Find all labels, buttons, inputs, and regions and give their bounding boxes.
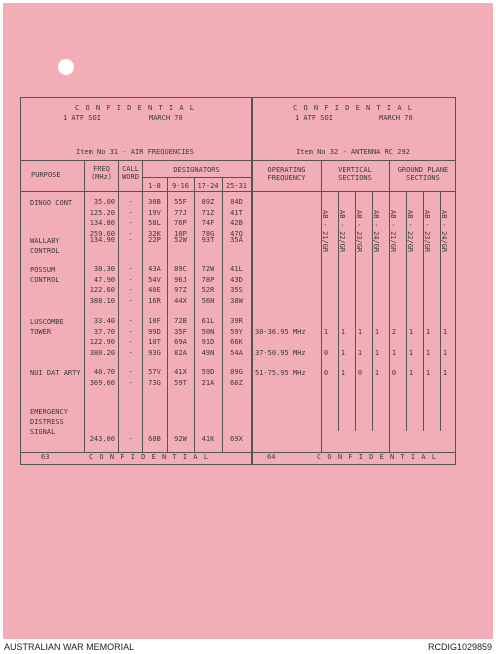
- call-word-cell: -: [128, 327, 133, 336]
- section-count-cell: 1: [374, 369, 380, 377]
- freq-cell: 388.10: [89, 296, 115, 305]
- designator-cell: 47Q: [230, 229, 243, 238]
- freq-cell: 47.90: [93, 275, 115, 284]
- designator-cell: 38W: [230, 296, 243, 305]
- right-page-number: 64: [267, 453, 276, 461]
- header-designator-4: 25-31: [225, 182, 248, 190]
- section-count-cell: 1: [442, 328, 448, 336]
- freq-cell: 380.20: [89, 348, 115, 357]
- col-line: [389, 160, 390, 452]
- section-count-cell: 1: [374, 328, 380, 336]
- designator-cell: 21A: [201, 378, 215, 387]
- designator-cell: 89C: [174, 265, 187, 273]
- section-count-cell: 1: [408, 369, 414, 377]
- call-word-cell: -: [128, 338, 133, 346]
- section-count-cell: 1: [425, 369, 431, 377]
- designator-cell: 59D: [201, 368, 215, 376]
- call-word-cell: -: [128, 208, 133, 217]
- designator-cell: 96J: [174, 275, 187, 284]
- left-classification: C O N F I D E N T I A L: [75, 104, 195, 112]
- section-count-cell: 1: [323, 328, 329, 336]
- designator-cell: 66K: [230, 338, 243, 346]
- designator-cell: 93T: [201, 236, 215, 244]
- call-word-cell: -: [128, 348, 133, 357]
- section-count-cell: 1: [425, 349, 431, 357]
- call-word-cell: -: [128, 236, 133, 244]
- header-designators: DESIGNATORS: [173, 166, 220, 174]
- purpose-cell: EMERGENCY DISTRESS SIGNAL: [30, 408, 68, 436]
- designator-cell: 10P: [174, 229, 187, 238]
- designator-cell: 84D: [230, 198, 243, 206]
- col-line: [321, 160, 322, 452]
- designator-cell: 76P: [174, 219, 187, 227]
- call-word-cell: -: [128, 378, 133, 387]
- designator-cell: 44X: [174, 296, 187, 305]
- designator-cell: 97Z: [174, 286, 187, 294]
- designator-cell: 82A: [174, 348, 187, 357]
- designator-cell: 61L: [201, 317, 215, 325]
- designator-cell: 91D: [201, 338, 215, 346]
- section-count-cell: 0: [391, 369, 397, 377]
- antenna-section-label: AB - 24/GR: [440, 210, 448, 253]
- freq-cell: 33.40: [93, 317, 115, 325]
- call-word-cell: -: [128, 368, 133, 376]
- right-classification: C O N F I D E N T I A L: [293, 104, 413, 112]
- purpose-cell: WALLABY CONTROL: [30, 237, 60, 255]
- designator-cell: 41K: [201, 435, 215, 443]
- antenna-section-label: AB - 24/GR: [372, 210, 380, 253]
- right-unit: 1 ATF SOI: [295, 114, 333, 122]
- purpose-cell: POSSUM CONTROL: [30, 266, 60, 284]
- section-count-cell: 1: [357, 328, 363, 336]
- antenna-section-label: AB - 23/GR: [355, 210, 363, 253]
- designator-cell: 52R: [201, 286, 215, 294]
- freq-cell: 369.60: [89, 378, 115, 387]
- call-word-cell: -: [128, 435, 133, 443]
- header-call-word: CALL WORD: [122, 165, 139, 181]
- antenna-section-label: AB - 22/GR: [406, 210, 414, 253]
- freq-cell: 35.00: [93, 198, 115, 206]
- operating-frequency-cell: 37-50.95 MHz: [255, 349, 306, 357]
- designator-cell: 55F: [174, 198, 187, 206]
- designator-cell: 32K: [148, 229, 161, 238]
- designator-cell: 41L: [230, 265, 243, 273]
- left-unit: 1 ATF SOI: [63, 114, 101, 122]
- designator-cell: 74F: [201, 219, 215, 227]
- purpose-cell: DINGO CONT: [30, 199, 73, 207]
- left-item-title: Item No 31 - AIR FREQUENCIES: [75, 148, 194, 156]
- designator-cell: 60Z: [230, 378, 243, 387]
- designator-cell: 69X: [230, 435, 243, 443]
- designator-cell: 78P: [201, 275, 215, 284]
- call-word-cell: -: [128, 229, 133, 238]
- designator-cell: 41X: [174, 368, 187, 376]
- section-count-cell: 1: [391, 349, 397, 357]
- section-count-cell: 0: [357, 369, 363, 377]
- antenna-section-label: AB - 23/GR: [423, 210, 431, 253]
- designator-split-line: [142, 177, 251, 178]
- freq-cell: 125.20: [89, 208, 115, 217]
- freq-cell: 40.70: [93, 368, 115, 376]
- designator-cell: 30B: [148, 198, 161, 206]
- freq-cell: 134.80: [89, 219, 115, 227]
- freq-cell: 30.30: [93, 265, 115, 273]
- designator-cell: 39R: [230, 317, 243, 325]
- designator-cell: 52W: [174, 236, 187, 244]
- designator-cell: 10T: [148, 338, 161, 346]
- section-count-cell: 1: [340, 328, 346, 336]
- designator-cell: 41T: [230, 208, 243, 217]
- header-designator-2: 9-16: [172, 182, 189, 190]
- header-designator-3: 17-24: [197, 182, 219, 190]
- designator-cell: 42B: [230, 219, 243, 227]
- section-count-cell: 1: [442, 349, 448, 357]
- call-word-cell: -: [128, 219, 133, 227]
- designator-cell: 92W: [174, 435, 187, 443]
- archive-name: AUSTRALIAN WAR MEMORIAL: [4, 642, 135, 652]
- designator-cell: 56N: [201, 296, 215, 305]
- punch-hole: [58, 59, 74, 75]
- left-page-number: 63: [41, 453, 50, 461]
- purpose-cell: LUSCOMBE TOWER: [30, 318, 64, 336]
- header-ground-plane-sections: GROUND PLANE SECTIONS: [397, 166, 449, 182]
- freq-cell: 259.60: [89, 229, 115, 238]
- freq-cell: 122.60: [89, 286, 115, 294]
- header-vertical-sections: VERTICAL SECTIONS: [338, 166, 372, 182]
- call-word-cell: -: [128, 265, 133, 273]
- call-word-cell: -: [128, 198, 133, 206]
- archive-footer: [0, 640, 496, 654]
- freq-cell: 37.70: [93, 327, 115, 336]
- section-count-cell: 1: [340, 349, 346, 357]
- section-count-cell: 2: [391, 328, 397, 336]
- designator-cell: 89G: [230, 368, 243, 376]
- designator-cell: 35S: [230, 286, 243, 294]
- header-designator-1: 1-8: [148, 182, 161, 190]
- left-date: MARCH 70: [149, 114, 183, 122]
- section-count-cell: 1: [357, 349, 363, 357]
- designator-cell: 73G: [148, 378, 161, 387]
- call-word-cell: -: [128, 317, 133, 325]
- frequency-tables-form: [20, 97, 456, 465]
- call-word-cell: -: [128, 296, 133, 305]
- designator-cell: 50N: [201, 327, 215, 336]
- antenna-section-label: AB - 21/GR: [389, 210, 397, 253]
- designator-cell: 49N: [201, 348, 215, 357]
- antenna-section-label: AB - 21/GR: [321, 210, 329, 253]
- designator-cell: 89Z: [201, 198, 215, 206]
- designator-cell: 72W: [201, 265, 215, 273]
- section-count-cell: 1: [425, 328, 431, 336]
- designator-cell: 16R: [148, 296, 161, 305]
- header-purpose: PURPOSE: [31, 171, 61, 179]
- section-count-cell: 1: [340, 369, 346, 377]
- antenna-section-label: AB - 22/GR: [338, 210, 346, 253]
- designator-cell: 68B: [148, 435, 161, 443]
- operating-frequency-cell: 30-36.95 MHz: [255, 328, 306, 336]
- designator-cell: 71Z: [201, 208, 215, 217]
- designator-cell: 59Y: [230, 327, 243, 336]
- call-word-cell: -: [128, 275, 133, 284]
- right-footer-classification: C O N F I D E N T I A L: [317, 453, 437, 461]
- designator-cell: 22P: [148, 236, 161, 244]
- designator-cell: 43D: [230, 275, 243, 284]
- page-divider: [251, 98, 253, 464]
- designator-cell: 54A: [230, 348, 243, 357]
- designator-cell: 77J: [174, 208, 187, 217]
- section-count-cell: 1: [374, 349, 380, 357]
- designator-cell: 57V: [148, 368, 161, 376]
- section-count-cell: 1: [408, 349, 414, 357]
- right-date: MARCH 70: [379, 114, 413, 122]
- designator-cell: 35A: [230, 236, 243, 244]
- designator-cell: 10F: [148, 317, 161, 325]
- designator-cell: 54V: [148, 275, 161, 284]
- designator-cell: 59T: [174, 378, 187, 387]
- right-item-title: Item No 32 - ANTENNA RC 292: [296, 148, 410, 156]
- designator-cell: 72B: [174, 317, 187, 325]
- header-freq: FREQ (MHz): [90, 165, 113, 181]
- section-count-cell: 1: [408, 328, 414, 336]
- left-footer-classification: C O N F I D E N T I A L: [89, 453, 209, 461]
- purpose-cell: NUI DAT ARTY: [30, 369, 81, 377]
- designator-cell: 93G: [148, 348, 161, 357]
- designator-cell: 69A: [174, 338, 187, 346]
- designator-cell: 78G: [201, 229, 215, 238]
- section-count-cell: 0: [323, 349, 329, 357]
- designator-cell: 19V: [148, 208, 161, 217]
- section-count-cell: 0: [323, 369, 329, 377]
- freq-cell: 243.00: [89, 435, 115, 443]
- designator-cell: 35F: [174, 327, 187, 336]
- section-count-cell: 1: [442, 369, 448, 377]
- designator-cell: 99D: [148, 327, 161, 336]
- archive-id: RCDIG1029859: [427, 642, 492, 652]
- freq-cell: 122.90: [89, 338, 115, 346]
- designator-cell: 43A: [148, 265, 161, 273]
- freq-cell: 134.90: [89, 236, 115, 244]
- designator-cell: 58L: [148, 219, 161, 227]
- operating-frequency-cell: 51-75.95 MHz: [255, 369, 306, 377]
- call-word-cell: -: [128, 286, 133, 294]
- header-operating-frequency: OPERATING FREQUENCY: [267, 166, 306, 182]
- designator-cell: 40E: [148, 286, 161, 294]
